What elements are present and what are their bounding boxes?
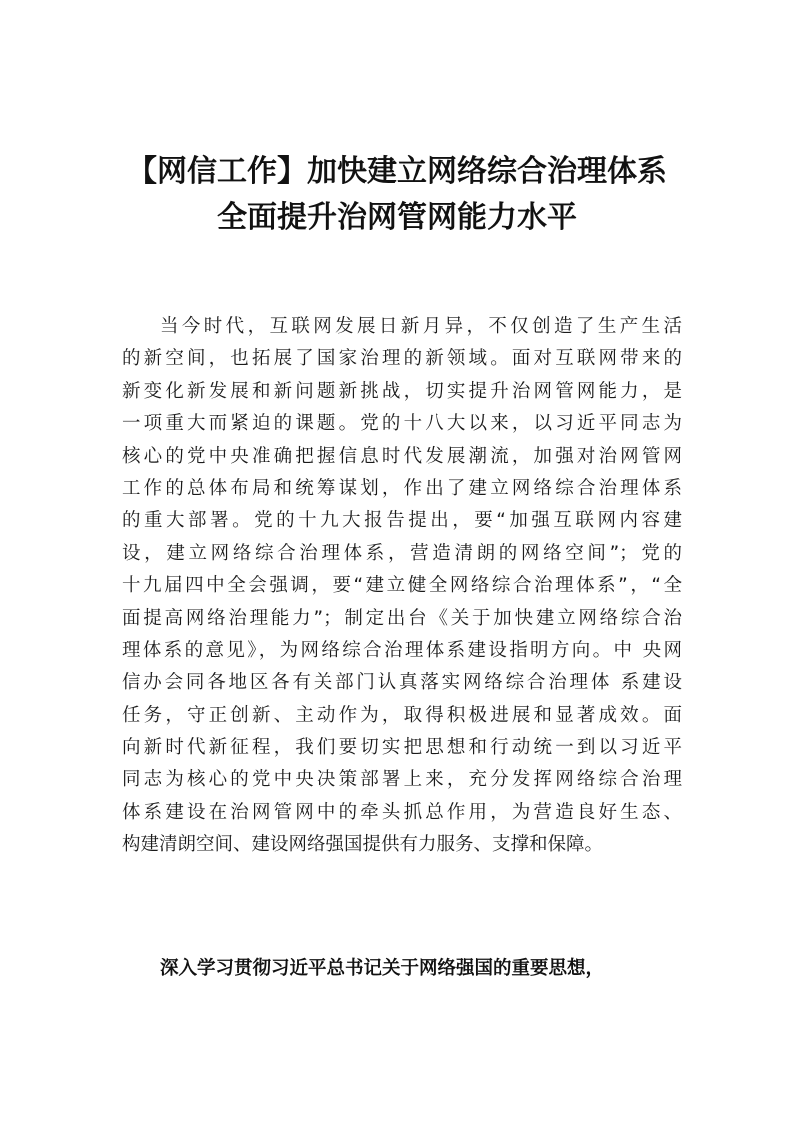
paragraph-line: 设，建立网络综合治理体系，营造清朗的网络空间”；党的 [122, 542, 682, 564]
paragraph-line: 体系建设在治网管网中的牵头抓总作用，为营造良好生态、 [122, 801, 682, 823]
title-line-1: 【网信工作】加快建立网络综合治理体系 [127, 154, 667, 189]
section-heading: 深入学习贯彻习近平总书记关于网络强国的重要思想， [160, 958, 605, 979]
paragraph-line: 新变化新发展和新问题新挑战，切实提升治网管网能力，是 [122, 380, 682, 402]
paragraph-line: 十九届四中全会强调，要“建立健全网络综合治理体系”，“全 [122, 575, 682, 597]
paragraph-line: 同志为核心的党中央决策部署上来，充分发挥网络综合治理 [122, 769, 682, 791]
paragraph-line: 工作的总体布局和统筹谋划，作出了建立网络综合治理体系 [122, 477, 682, 499]
paragraph-line: 一项重大而紧迫的课题。党的十八大以来，以习近平同志为 [122, 413, 682, 435]
paragraph-line: 的重大部署。党的十九大报告提出，要“加强互联网内容建 [122, 510, 682, 532]
title-line-2: 全面提升治网管网能力水平 [217, 200, 577, 235]
paragraph-line: 信办会同各地区各有关部门认真落实网络综合治理体 系建设 [122, 672, 682, 694]
paragraph-line: 的新空间，也拓展了国家治理的新领域。面对互联网带来的 [122, 348, 682, 370]
paragraph-line: 核心的党中央准确把握信息时代发展潮流，加强对治网管网 [122, 445, 682, 467]
paragraph-line: 构建清朗空间、建设网络强国提供有力服务、支撑和保障。 [122, 834, 604, 856]
paragraph-line: 当今时代，互联网发展日新月异，不仅创造了生产生活 [160, 316, 682, 337]
paragraph-line: 理体系的意见》，为网络综合治理体系建设指明方向。中 央网 [122, 639, 682, 661]
paragraph-line: 任务，守正创新、主动作为，取得积极进展和显著成效。面 [122, 704, 682, 726]
body-paragraph [122, 311, 682, 862]
paragraph-line: 面提高网络治理能力”；制定出台《关于加快建立网络综合治 [122, 607, 682, 629]
paragraph-line: 向新时代新征程，我们要切实把思想和行动统一到以习近平 [122, 737, 682, 759]
